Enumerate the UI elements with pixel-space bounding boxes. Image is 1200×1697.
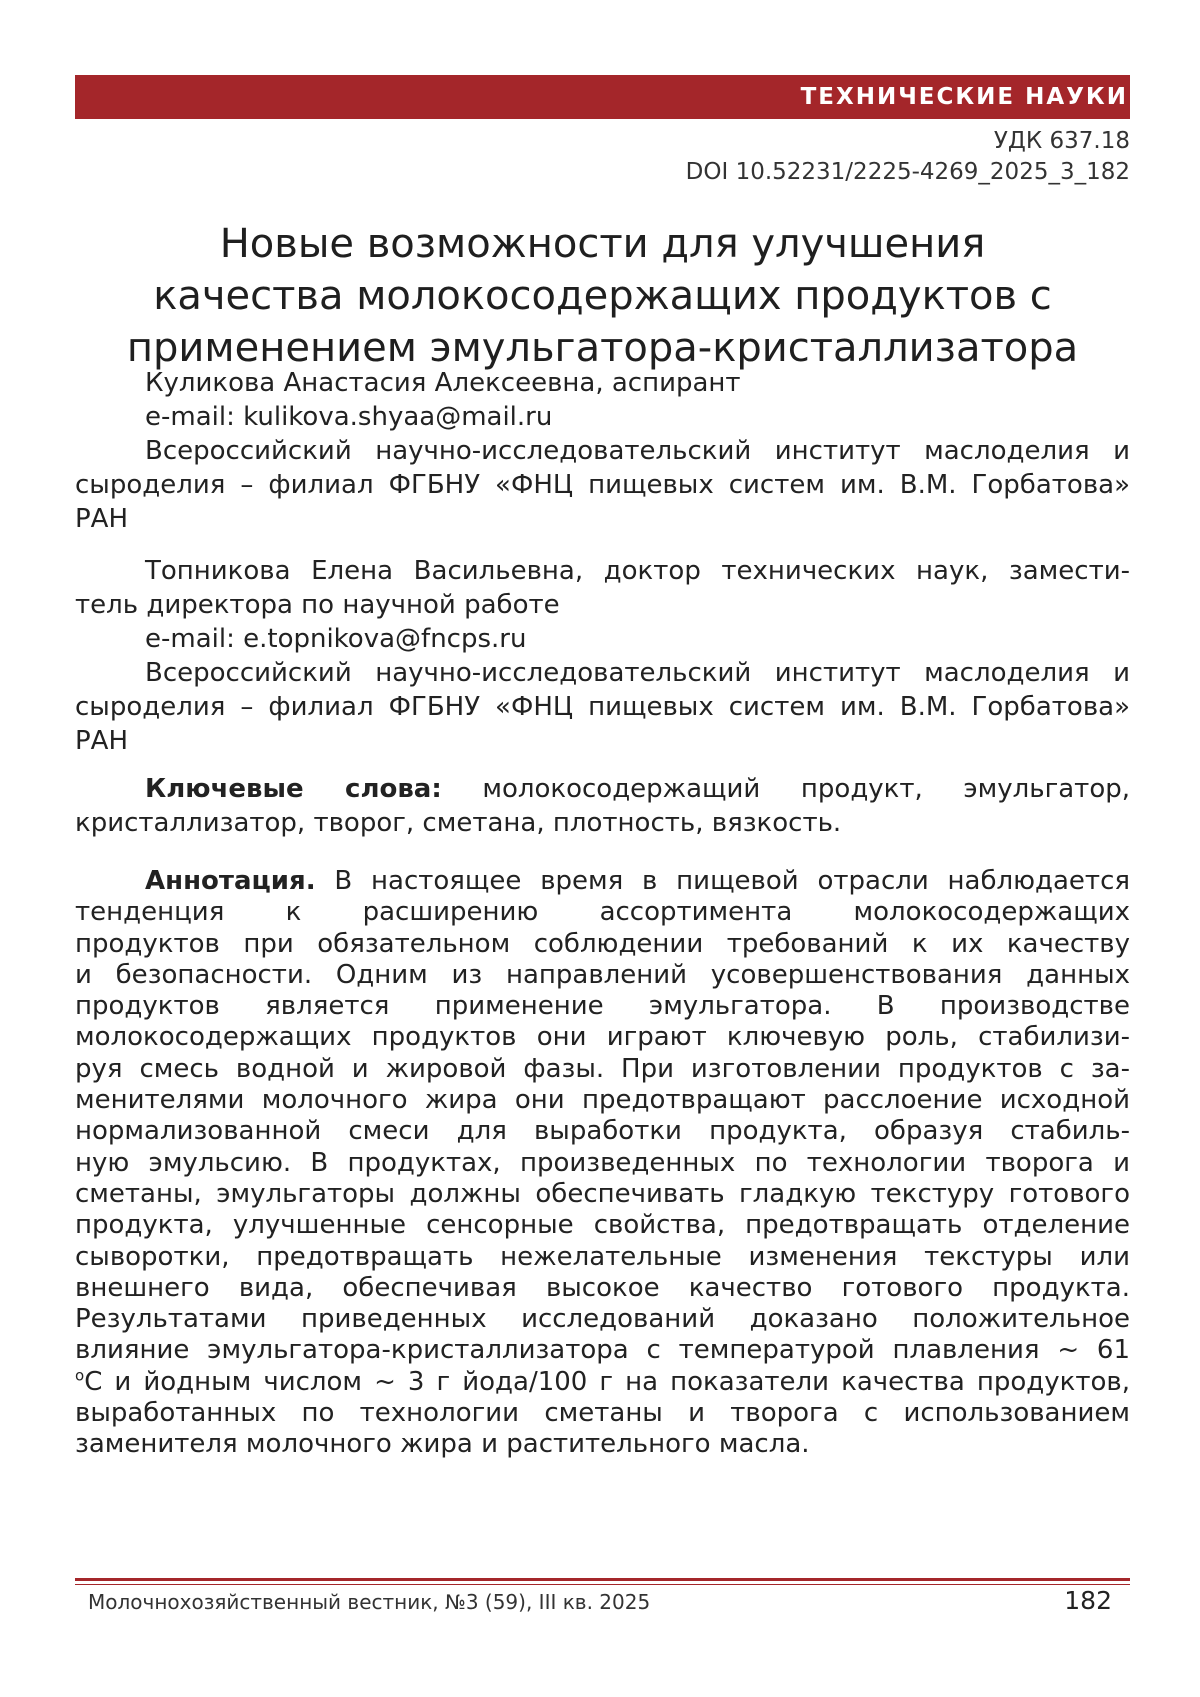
keywords-text: молокосодержащий продукт, эмульгатор, [482, 774, 1130, 804]
author-email[interactable]: e-mail: e.topnikova@fncps.ru [75, 622, 1130, 656]
author-block-1 [75, 366, 1130, 536]
title-line: качества молокосодержащих продуктов с [75, 270, 1130, 322]
abstract-text: С и йодным числом ~ 3 г йода/100 г на показатели качества продуктов, [84, 1367, 1130, 1397]
journal-citation: Молочнохозяйственный вестник, №3 (59), III кв. 2025 [88, 1587, 650, 1617]
abstract-line: заменителя молочного жира и растительного масла. [75, 1429, 1130, 1460]
abstract-line: ную эмульсию. В продуктах, произведенных по технологии творога и [75, 1148, 1130, 1179]
degree-superscript: о [75, 1366, 84, 1384]
abstract-block [75, 866, 1130, 1461]
author-affiliation: РАН [75, 724, 1130, 758]
author-affiliation: РАН [75, 502, 1130, 536]
abstract-line: продуктов при обязательном соблюдении требований к их качеству [75, 929, 1130, 960]
abstract-line: молокосодержащих продуктов они играют ключевую роль, стабилизи- [75, 1022, 1130, 1053]
footer-divider [75, 1584, 1130, 1585]
abstract-line: Результатами приведенных исследований доказано положительное [75, 1304, 1130, 1335]
section-label: ТЕХНИЧЕСКИЕ НАУКИ [801, 84, 1128, 110]
abstract-line: менителями молочного жира они предотвращают расслоение исходной [75, 1085, 1130, 1116]
doi-link[interactable]: DOI 10.52231/2225-4269_2025_3_182 [430, 157, 1130, 188]
abstract-label: Аннотация. [145, 866, 316, 896]
abstract-line: выработанных по технологии сметаны и творога с использованием [75, 1398, 1130, 1429]
keywords-block [75, 772, 1130, 840]
keywords-label: Ключевые слова: [145, 774, 442, 804]
abstract-text: В настоящее время в пищевой отрасли наблюдается [334, 866, 1130, 896]
author-affiliation: Всероссийский научно-исследовательский институт маслоделия и [75, 656, 1130, 690]
abstract-line: руя смесь водной и жировой фазы. При изготовлении продуктов с за- [75, 1054, 1130, 1085]
udc-code: УДК 637.18 [430, 126, 1130, 157]
article-title [75, 218, 1130, 374]
abstract-line: сметаны, эмульгаторы должны обеспечивать гладкую текстуру готового [75, 1179, 1130, 1210]
author-name: Топникова Елена Васильевна, доктор технических наук, замести- [75, 554, 1130, 588]
abstract-line [75, 1367, 1130, 1398]
author-name: тель директора по научной работе [75, 588, 1130, 622]
author-email[interactable]: e-mail: kulikova.shyaa@mail.ru [75, 400, 1130, 434]
footer-divider [75, 1578, 1130, 1581]
author-affiliation: сыроделия – филиал ФГБНУ «ФНЦ пищевых систем им. В.М. Горбатова» [75, 690, 1130, 724]
keywords-line [75, 772, 1130, 806]
abstract-line: и безопасности. Одним из направлений усовершенствования данных [75, 960, 1130, 991]
abstract-line: внешнего вида, обеспечивая высокое качество готового продукта. [75, 1273, 1130, 1304]
abstract-line: сыворотки, предотвращать нежелательные изменения текстуры или [75, 1242, 1130, 1273]
abstract-line [75, 866, 1130, 897]
abstract-line: тенденция к расширению ассортимента молокосодержащих [75, 897, 1130, 928]
abstract-line: нормализованной смеси для выработки продукта, образуя стабиль- [75, 1116, 1130, 1147]
title-line: Новые возможности для улучшения [75, 218, 1130, 270]
abstract-line: продуктов является применение эмульгатора. В производстве [75, 991, 1130, 1022]
journal-page [0, 0, 1200, 1697]
author-affiliation: сыроделия – филиал ФГБНУ «ФНЦ пищевых систем им. В.М. Горбатова» [75, 468, 1130, 502]
keywords-text: кристаллизатор, творог, сметана, плотность, вязкость. [75, 806, 1130, 840]
page-number: 182 [1064, 1585, 1112, 1617]
title-line: применением эмульгатора-кристаллизатора [75, 322, 1130, 374]
section-header-band [75, 75, 1130, 119]
abstract-line: влияние эмульгатора-кристаллизатора с температурой плавления ~ 61 [75, 1335, 1130, 1366]
author-name: Куликова Анастасия Алексеевна, аспирант [75, 366, 1130, 400]
author-affiliation: Всероссийский научно-исследовательский институт маслоделия и [75, 434, 1130, 468]
author-block-2 [75, 554, 1130, 758]
abstract-line: продукта, улучшенные сенсорные свойства, предотвращать отделение [75, 1210, 1130, 1241]
